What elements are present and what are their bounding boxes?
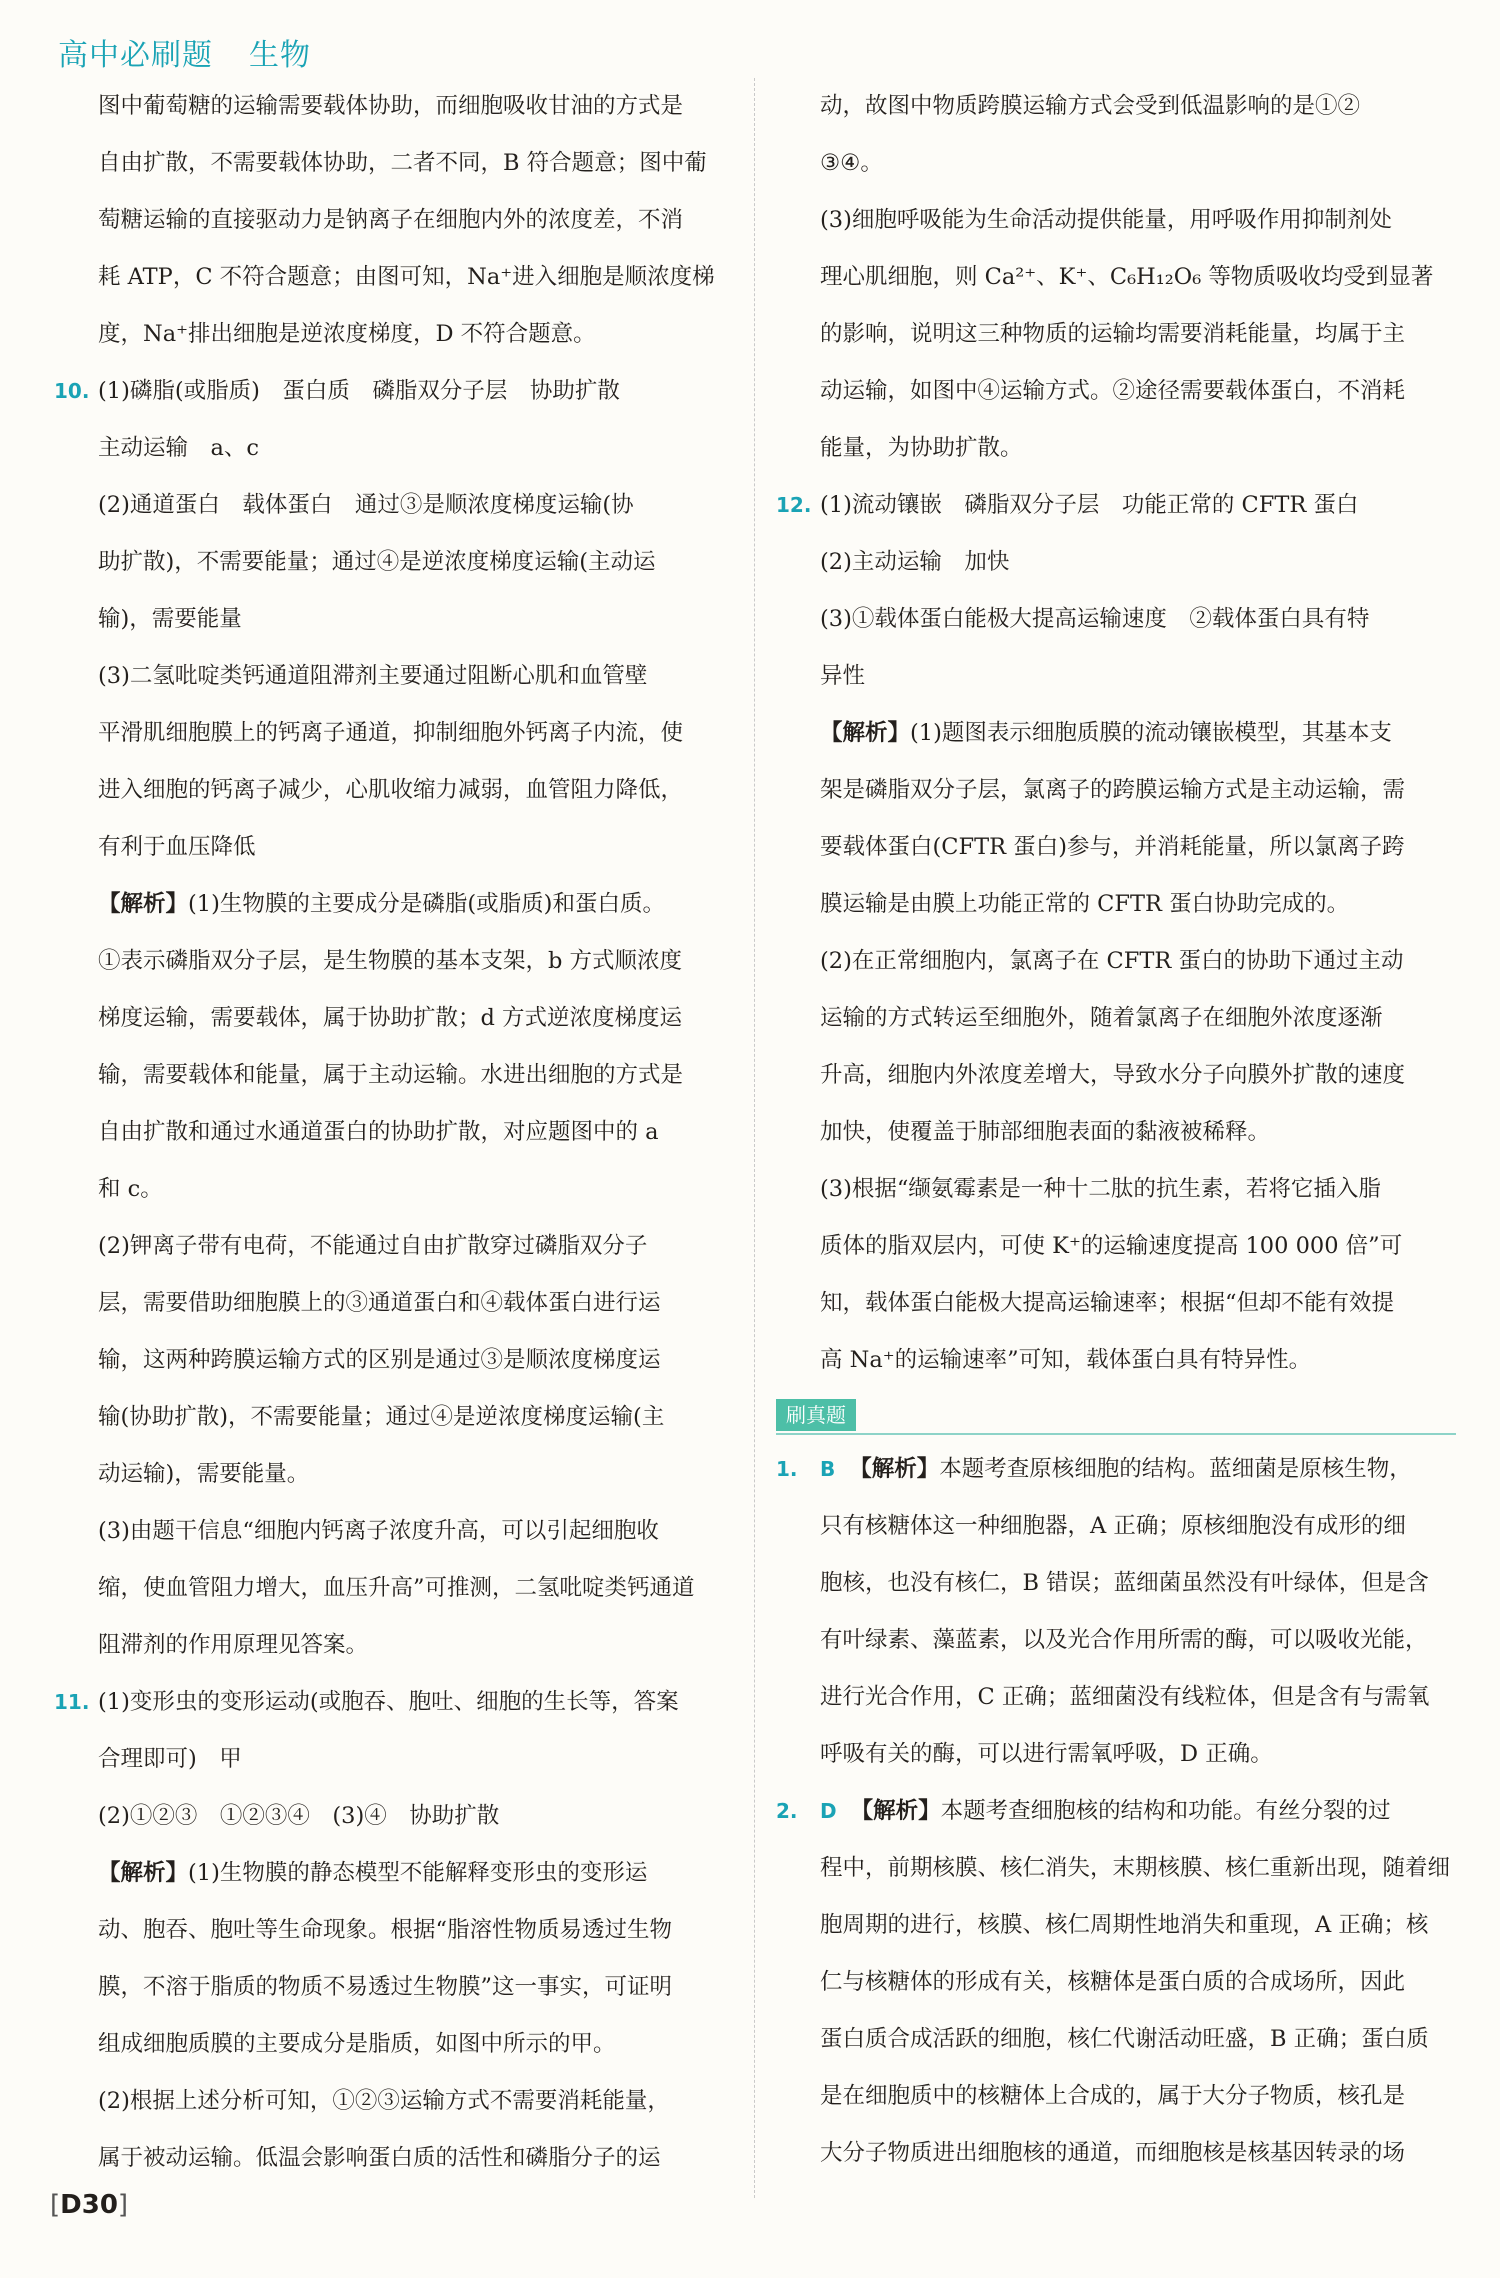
text-line (776, 1783, 1456, 1840)
text-line (776, 1726, 1456, 1783)
text-line (54, 990, 734, 1047)
line-text: 本题考查原核细胞的结构。蓝细菌是原核生物， (939, 1456, 1412, 1482)
text-line (776, 477, 1456, 534)
line-text: (1)生物膜的主要成分是磷脂(或脂质)和蛋白质。 (188, 891, 665, 917)
text-line (776, 2125, 1456, 2182)
line-text: (2)通道蛋白 载体蛋白 通过③是顺浓度梯度运输(协 (98, 492, 634, 518)
text-line (54, 1731, 734, 1788)
text-line (776, 420, 1456, 477)
column-divider (754, 78, 755, 2198)
line-text: (3)二氢吡啶类钙通道阻滞剂主要通过阻断心肌和血管壁 (98, 663, 648, 689)
text-line (54, 591, 734, 648)
line-text: 动运输)，需要能量。 (98, 1461, 310, 1487)
right-answers-block (776, 78, 1456, 1389)
line-text: 升高，细胞内外浓度差增大，导致水分子向膜外扩散的速度 (820, 1062, 1406, 1088)
line-text: 输)，需要能量 (98, 606, 242, 632)
text-line (776, 1047, 1456, 1104)
subject-title: 生物 (249, 38, 311, 73)
analysis-tag: 【解析】 (98, 1860, 189, 1886)
text-line (54, 1332, 734, 1389)
text-line (776, 1612, 1456, 1669)
text-line (54, 648, 734, 705)
line-text: 膜，不溶于脂质的物质不易透过生物膜”这一事实，可证明 (98, 1974, 673, 2000)
text-line (54, 933, 734, 990)
text-line (54, 1104, 734, 1161)
text-line (776, 2068, 1456, 2125)
text-line (54, 1047, 734, 1104)
line-text: (2)根据上述分析可知，①②③运输方式不需要消耗能量， (98, 2088, 670, 2114)
line-text: (3)根据“缬氨霉素是一种十二肽的抗生素，若将它插入脂 (820, 1176, 1381, 1202)
text-line (776, 1498, 1456, 1555)
text-line (54, 78, 734, 135)
text-line (776, 1218, 1456, 1275)
text-line (54, 762, 734, 819)
text-line (776, 705, 1456, 762)
analysis-tag: 【解析】 (820, 720, 911, 746)
text-line (54, 420, 734, 477)
line-text: (1)流动镶嵌 磷脂双分子层 功能正常的 CFTR 蛋白 (820, 492, 1359, 518)
line-text: 胞周期的进行，核膜、核仁周期性地消失和重现，A 正确；核 (820, 1912, 1429, 1938)
line-text: 胞核，也没有核仁，B 错误；蓝细菌虽然没有叶绿体，但是含 (820, 1570, 1429, 1596)
line-text: 输，这两种跨膜运输方式的区别是通过③是顺浓度梯度运 (98, 1347, 661, 1373)
line-text: 膜运输是由膜上功能正常的 CFTR 蛋白协助完成的。 (820, 891, 1350, 917)
line-text: 蛋白质合成活跃的细胞，核仁代谢活动旺盛，B 正确；蛋白质 (820, 2026, 1429, 2052)
text-line (776, 1104, 1456, 1161)
text-line (776, 1555, 1456, 1612)
text-line (54, 1503, 734, 1560)
question-number: 11. (54, 1690, 90, 1714)
text-line (776, 990, 1456, 1047)
text-line (54, 306, 734, 363)
text-line (776, 1840, 1456, 1897)
page-header (58, 30, 311, 74)
text-line (776, 1332, 1456, 1389)
line-text: (3)①载体蛋白能极大提高运输速度 ②载体蛋白具有特 (820, 606, 1370, 632)
text-line (54, 1674, 734, 1731)
text-line (54, 1845, 734, 1902)
text-line (776, 1441, 1456, 1498)
question-number: 10. (54, 379, 90, 403)
text-line (54, 1446, 734, 1503)
text-line (776, 363, 1456, 420)
text-line (54, 363, 734, 420)
line-text: 只有核糖体这一种细胞器，A 正确；原核细胞没有成形的细 (820, 1513, 1406, 1539)
line-text: 度，Na⁺排出细胞是逆浓度梯度，D 不符合题意。 (98, 321, 596, 347)
line-text: 质体的脂双层内，可使 K⁺的运输速度提高 100 000 倍”可 (820, 1233, 1403, 1259)
line-text: (2)主动运输 加快 (820, 549, 1010, 575)
text-line (776, 933, 1456, 990)
line-text: (1)生物膜的静态模型不能解释变形虫的变形运 (188, 1860, 648, 1886)
page-number: [D30] (50, 2190, 129, 2220)
text-line (54, 1560, 734, 1617)
line-text: 助扩散)，不需要能量；通过④是逆浓度梯度运输(主动运 (98, 549, 656, 575)
text-line (54, 1389, 734, 1446)
line-text: ③④。 (820, 150, 883, 176)
line-text: (2)钾离子带有电荷，不能通过自由扩散穿过磷脂双分子 (98, 1233, 648, 1259)
text-line (776, 249, 1456, 306)
text-line (776, 1897, 1456, 1954)
line-text: 自由扩散，不需要载体协助，二者不同，B 符合题意；图中葡 (98, 150, 707, 176)
text-line (776, 135, 1456, 192)
line-text: 呼吸有关的酶，可以进行需氧呼吸，D 正确。 (820, 1741, 1273, 1767)
line-text: (2)在正常细胞内，氯离子在 CFTR 蛋白的协助下通过主动 (820, 948, 1404, 974)
line-text: 高 Na⁺的运输速率”可知，载体蛋白具有特异性。 (820, 1347, 1312, 1373)
line-text: 架是磷脂双分子层，氯离子的跨膜运输方式是主动运输，需 (820, 777, 1406, 803)
line-text: (3)细胞呼吸能为生命活动提供能量，用呼吸作用抑制剂处 (820, 207, 1392, 233)
left-column (54, 78, 734, 2187)
line-text: 进行光合作用，C 正确；蓝细菌没有线粒体，但是含有与需氧 (820, 1684, 1430, 1710)
text-line (776, 648, 1456, 705)
text-line (54, 192, 734, 249)
text-line (776, 1954, 1456, 2011)
question-number: 1. (776, 1457, 798, 1481)
text-line (54, 2130, 734, 2187)
line-text: ①表示磷脂双分子层，是生物膜的基本支架，b 方式顺浓度 (98, 948, 683, 974)
text-line (776, 534, 1456, 591)
text-line (54, 705, 734, 762)
text-line (776, 1669, 1456, 1726)
text-line (776, 2011, 1456, 2068)
line-text: 能量，为协助扩散。 (820, 435, 1023, 461)
text-line (54, 1161, 734, 1218)
text-line (776, 192, 1456, 249)
line-text: 平滑肌细胞膜上的钙离子通道，抑制细胞外钙离子内流，使 (98, 720, 684, 746)
text-line (54, 1218, 734, 1275)
line-text: 输，需要载体和能量，属于主动运输。水进出细胞的方式是 (98, 1062, 684, 1088)
text-line (776, 78, 1456, 135)
line-text: 阻滞剂的作用原理见答案。 (98, 1632, 369, 1658)
text-line (54, 534, 734, 591)
analysis-tag: 【解析】 (98, 891, 189, 917)
line-text: 要载体蛋白(CFTR 蛋白)参与，并消耗能量，所以氯离子跨 (820, 834, 1405, 860)
text-line (776, 1161, 1456, 1218)
text-line (54, 1902, 734, 1959)
text-line (54, 1275, 734, 1332)
page-number-text: D30 (60, 2190, 118, 2220)
text-line (776, 591, 1456, 648)
line-text: 有利于血压降低 (98, 834, 256, 860)
text-line (54, 819, 734, 876)
text-line (54, 135, 734, 192)
line-text: 的影响，说明这三种物质的运输均需要消耗能量，均属于主 (820, 321, 1406, 347)
line-text: 动运输，如图中④运输方式。②途径需要载体蛋白，不消耗 (820, 378, 1406, 404)
text-line (54, 2073, 734, 2130)
right-column (776, 78, 1456, 2182)
line-text: 主动运输 a、c (98, 435, 260, 461)
line-text: 自由扩散和通过水通道蛋白的协助扩散，对应题图中的 a (98, 1119, 659, 1145)
text-line (776, 819, 1456, 876)
real-exam-block (776, 1441, 1456, 2182)
line-text: 有叶绿素、藻蓝素，以及光合作用所需的酶，可以吸收光能， (820, 1627, 1428, 1653)
text-line (776, 876, 1456, 933)
line-text: (1)题图表示细胞质膜的流动镶嵌模型，其基本支 (910, 720, 1392, 746)
text-line (776, 762, 1456, 819)
question-number: 12. (776, 493, 812, 517)
line-text: 萄糖运输的直接驱动力是钠离子在细胞内外的浓度差，不消 (98, 207, 684, 233)
line-text: 异性 (820, 663, 866, 689)
line-text: 程中，前期核膜、核仁消失，末期核膜、核仁重新出现，随着细 (820, 1855, 1451, 1881)
text-line (54, 249, 734, 306)
line-text: 组成细胞质膜的主要成分是脂质，如图中所示的甲。 (98, 2031, 616, 2057)
line-text: 仁与核糖体的形成有关，核糖体是蛋白质的合成场所，因此 (820, 1969, 1406, 1995)
line-text: 进入细胞的钙离子减少，心肌收缩力减弱，血管阻力降低， (98, 777, 684, 803)
line-text: 是在细胞质中的核糖体上合成的，属于大分子物质，核孔是 (820, 2083, 1406, 2109)
line-text: 大分子物质进出细胞核的通道，而细胞核是核基因转录的场 (820, 2140, 1406, 2166)
text-line (54, 1788, 734, 1845)
analysis-tag: 【解析】 (849, 1456, 940, 1482)
line-text: 合理即可) 甲 (98, 1746, 242, 1772)
line-text: 本题考查细胞核的结构和功能。有丝分裂的过 (940, 1798, 1391, 1824)
text-line (776, 1275, 1456, 1332)
line-text: 理心肌细胞，则 Ca²⁺、K⁺、C₆H₁₂O₆ 等物质吸收均受到显著 (820, 264, 1434, 290)
line-text: (1)变形虫的变形运动(或胞吞、胞吐、细胞的生长等，答案 (98, 1689, 679, 1715)
line-text: 加快，使覆盖于肺部细胞表面的黏液被稀释。 (820, 1119, 1271, 1145)
line-text: 输(协助扩散)，不需要能量；通过④是逆浓度梯度运输(主 (98, 1404, 665, 1430)
text-line (54, 1617, 734, 1674)
answer-letter: D (820, 1799, 837, 1823)
analysis-tag: 【解析】 (850, 1798, 941, 1824)
section-divider (776, 1399, 1456, 1435)
line-text: 动，故图中物质跨膜运输方式会受到低温影响的是①② (820, 93, 1361, 119)
series-title: 高中必刷题 (58, 38, 213, 73)
line-text: 耗 ATP，C 不符合题意；由图可知，Na⁺进入细胞是顺浓度梯 (98, 264, 715, 290)
question-number: 2. (776, 1799, 798, 1823)
text-line (54, 477, 734, 534)
line-text: (3)由题干信息“细胞内钙离子浓度升高，可以引起细胞收 (98, 1518, 659, 1544)
line-text: 缩，使血管阻力增大，血压升高”可推测，二氢吡啶类钙通道 (98, 1575, 695, 1601)
line-text: 属于被动运输。低温会影响蛋白质的活性和磷脂分子的运 (98, 2145, 661, 2171)
text-line (54, 1959, 734, 2016)
line-text: 梯度运输，需要载体，属于协助扩散；d 方式逆浓度梯度运 (98, 1005, 683, 1031)
line-text: (1)磷脂(或脂质) 蛋白质 磷脂双分子层 协助扩散 (98, 378, 620, 404)
line-text: 动、胞吞、胞吐等生命现象。根据“脂溶性物质易透过生物 (98, 1917, 673, 1943)
line-text: (2)①②③ ①②③④ (3)④ 协助扩散 (98, 1803, 500, 1829)
text-line (776, 306, 1456, 363)
answer-letter: B (820, 1457, 836, 1481)
text-line (54, 876, 734, 933)
text-line (54, 2016, 734, 2073)
line-text: 图中葡萄糖的运输需要载体协助，而细胞吸收甘油的方式是 (98, 93, 684, 119)
line-text: 层，需要借助细胞膜上的③通道蛋白和④载体蛋白进行运 (98, 1290, 661, 1316)
line-text: 和 c。 (98, 1176, 163, 1202)
section-label: 刷真题 (776, 1399, 856, 1431)
line-text: 运输的方式转运至细胞外，随着氯离子在细胞外浓度逐渐 (820, 1005, 1383, 1031)
line-text: 知，载体蛋白能极大提高运输速率；根据“但却不能有效提 (820, 1290, 1395, 1316)
